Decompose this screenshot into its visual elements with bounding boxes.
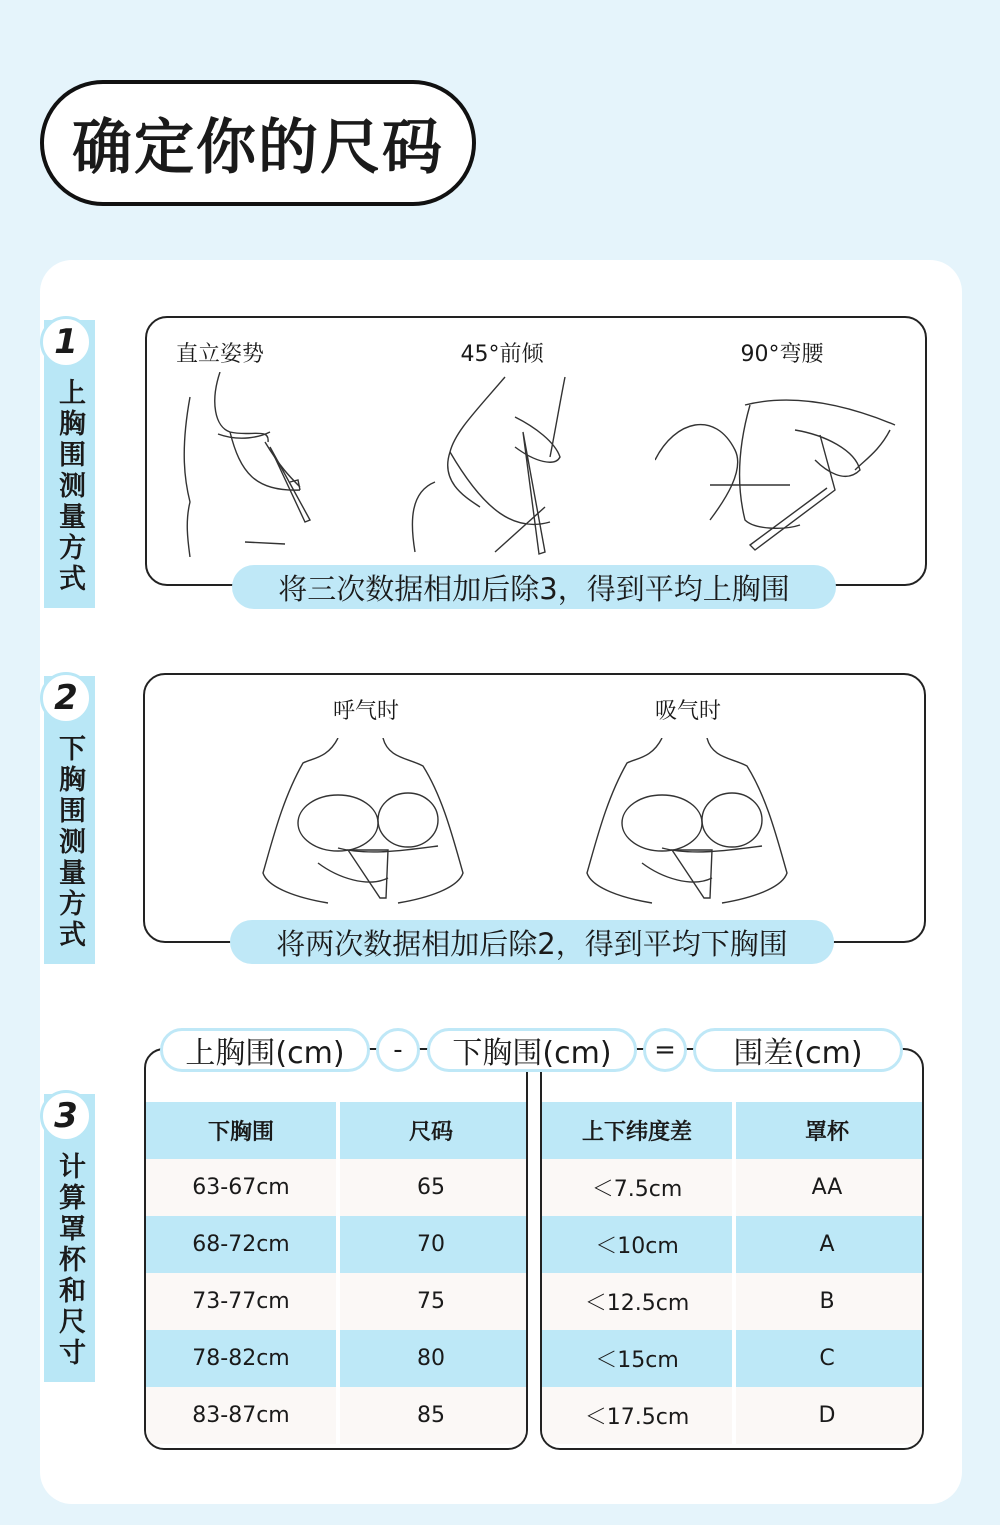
formula-minus: -	[376, 1028, 420, 1072]
underbust-value: 63-67cm	[192, 1175, 290, 1200]
step-2-note: 将两次数据相加后除2，得到平均下胸围	[230, 920, 834, 964]
difference-value: ＜15cm	[595, 1348, 679, 1373]
step-3-label: 计算罩杯和尺寸	[54, 1152, 85, 1369]
step-1-number: 1	[40, 316, 92, 368]
step-1-label: 上胸围测量方式	[54, 378, 85, 595]
formula-bust: 上胸围(cm)	[160, 1028, 370, 1072]
size-value: 65	[417, 1175, 445, 1200]
step-1-tab	[44, 320, 95, 608]
size-table	[144, 1048, 528, 1450]
step-3-number: 3	[40, 1090, 92, 1142]
header-size: 尺码	[408, 1120, 453, 1145]
cup-value: D	[818, 1403, 836, 1428]
size-value: 75	[417, 1289, 445, 1314]
step-2-label: 下胸围测量方式	[54, 734, 85, 951]
caption-inhale: 吸气时	[654, 699, 721, 724]
header-underbust: 下胸围	[207, 1120, 274, 1145]
caption-lean-45: 45°前倾	[460, 342, 544, 367]
difference-value: ＜10cm	[595, 1234, 679, 1259]
size-value: 85	[417, 1403, 445, 1428]
cup-value: AA	[811, 1175, 843, 1200]
header-cup: 罩杯	[804, 1120, 849, 1145]
bend-90-measure-illustration	[655, 390, 900, 555]
formula-difference: 围差(cm)	[693, 1028, 903, 1072]
underbust-value: 73-77cm	[192, 1289, 290, 1314]
step-2-tab	[44, 676, 95, 964]
caption-bend-90: 90°弯腰	[740, 342, 824, 367]
column-divider	[732, 1102, 736, 1448]
underbust-value: 83-87cm	[192, 1403, 290, 1428]
inhale-measure-illustration	[582, 738, 792, 906]
exhale-measure-illustration	[258, 738, 468, 906]
step-1-note: 将三次数据相加后除3，得到平均上胸围	[232, 565, 836, 609]
cup-table	[540, 1048, 924, 1450]
column-divider	[336, 1102, 340, 1448]
underbust-value: 68-72cm	[192, 1232, 290, 1257]
step-3-tab	[44, 1094, 95, 1382]
cup-value: B	[819, 1289, 835, 1314]
page-title: 确定你的尺码	[72, 113, 444, 183]
step-2-number: 2	[40, 672, 92, 724]
size-value: 80	[417, 1346, 445, 1371]
formula-equals: =	[643, 1028, 687, 1072]
title-pill	[40, 80, 476, 206]
upright-measure-illustration	[170, 372, 320, 557]
cup-value: C	[819, 1346, 835, 1371]
header-difference: 上下纬度差	[581, 1120, 692, 1145]
caption-exhale: 呼气时	[332, 699, 399, 724]
difference-value: ＜7.5cm	[591, 1177, 683, 1202]
difference-value: ＜12.5cm	[584, 1291, 690, 1316]
formula-underbust: 下胸围(cm)	[427, 1028, 637, 1072]
cup-value: A	[819, 1232, 835, 1257]
underbust-value: 78-82cm	[192, 1346, 290, 1371]
caption-upright: 直立姿势	[175, 342, 264, 367]
difference-value: ＜17.5cm	[584, 1405, 690, 1430]
size-value: 70	[417, 1232, 445, 1257]
lean-45-measure-illustration	[405, 372, 570, 557]
